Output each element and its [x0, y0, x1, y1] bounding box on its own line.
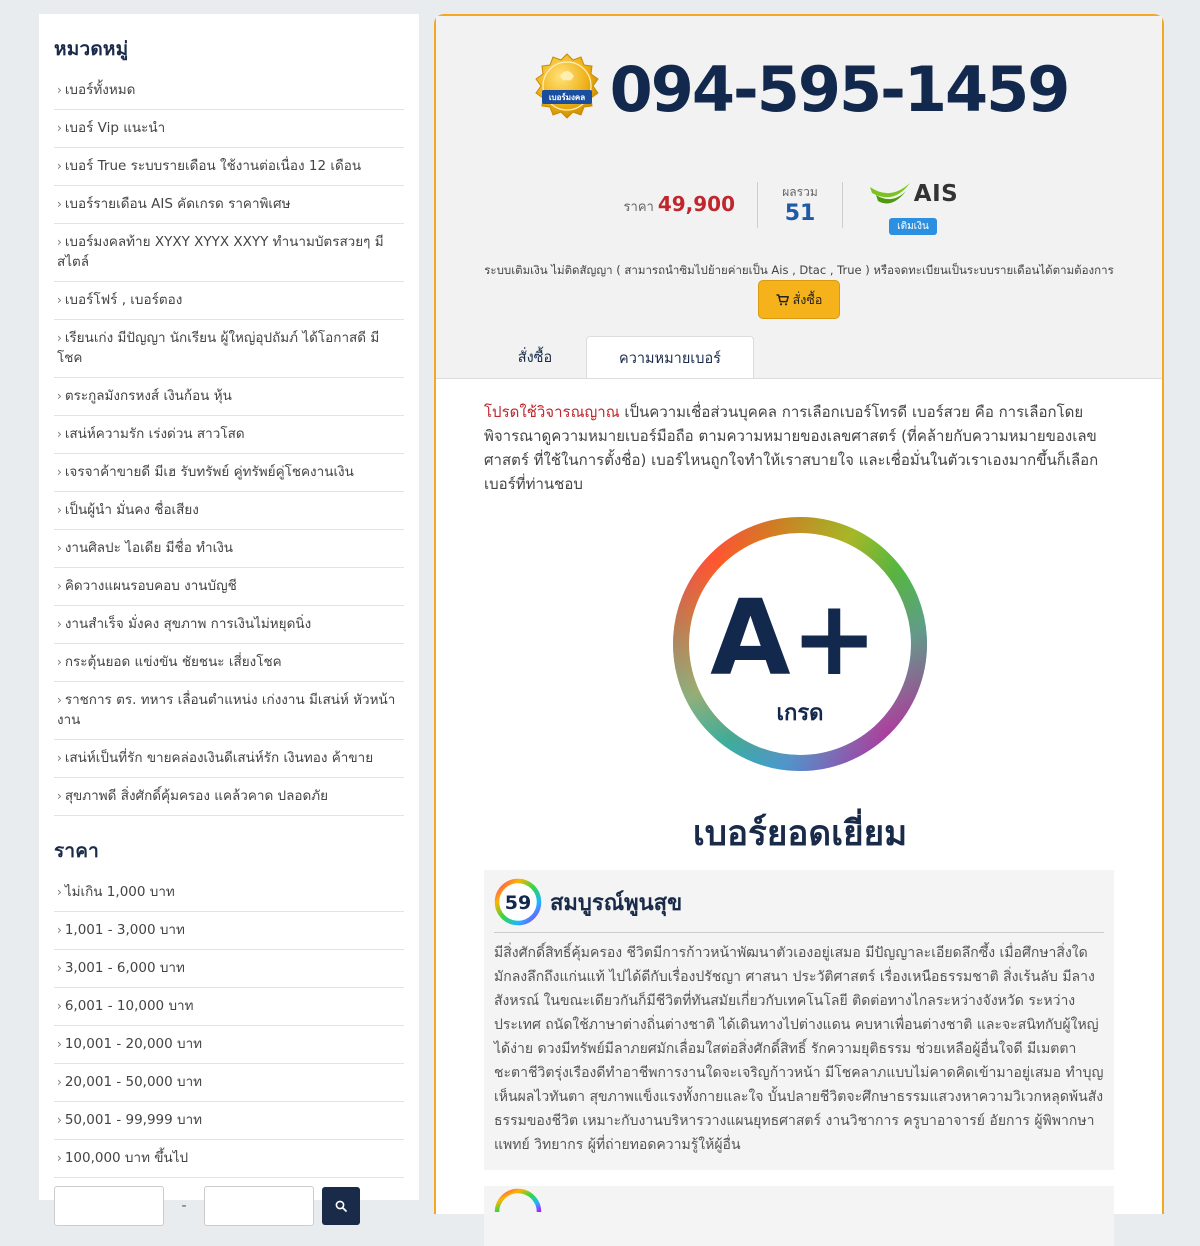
category-label: เบอร์ทั้งหมด [64, 82, 136, 98]
chevron-right-icon: › [57, 579, 62, 593]
category-label: สุขภาพดี สิ่งศักดิ์คุ้มครอง แคล้วคาด ปลอดภัย [64, 788, 329, 804]
grade-ring-icon [670, 514, 930, 774]
tab-number-meaning[interactable]: ความหมายเบอร์ [586, 336, 754, 379]
phone-number: 094-595-1459 [609, 52, 1069, 126]
grade-title: เบอร์ยอดเยี่ยม [692, 814, 908, 854]
tab-divider [436, 378, 1162, 379]
chevron-right-icon: › [57, 789, 62, 803]
tab-bar [484, 336, 1162, 378]
category-link[interactable] [54, 378, 404, 416]
price-label: ราคา [623, 200, 654, 215]
chevron-right-icon: › [57, 1113, 62, 1127]
price-link[interactable] [54, 1026, 404, 1064]
category-label: เป็นผู้นำ มั่นคง ชื่อเสียง [64, 502, 199, 518]
order-button-label: สั่งซื้อ [792, 291, 823, 307]
category-link[interactable] [54, 778, 404, 816]
sum-value: 51 [784, 201, 816, 226]
price-link[interactable] [54, 1140, 404, 1178]
category-label: เบอร์รายเดือน AIS คัดเกรด ราคาพิเศษ [64, 196, 291, 212]
price-label: 100,000 บาท ขึ้นไป [64, 1150, 189, 1166]
category-link[interactable] [54, 148, 404, 186]
chevron-right-icon: › [57, 235, 62, 249]
category-link[interactable] [54, 224, 404, 282]
sum-label: ผลรวม [782, 185, 818, 199]
grade-label: เกรด [776, 701, 824, 726]
price-link[interactable] [54, 874, 404, 912]
category-label: เสน่ห์ความรัก เร่งด่วน สาวโสด [64, 426, 245, 442]
chevron-right-icon: › [57, 617, 62, 631]
meaning-body: มีสิ่งศักดิ์สิทธิ์คุ้มครอง ชีวิตมีการก้าวหน้าพัฒนาตัวเองอยู่เสมอ มีปัญญาละเอียดลึกซึ้ง เมื่อศึกษาสิ่งใดมักลงลึกถึงแก่นแท้ ไปได้ดีกับเรื่องปรัชญา ศาสนา ประวัติศาสตร์ เรื่องเหนือธรรมชาติ สิ่งเร้นลับ มีลางสังหรณ์ ในขณะเดียวกันก็มีชีวิตที่ทันสมัยเกี่ยวกับเทคโนโลยี ติดต่อทางไกลระหว่างจังหวัด ระหว่างประเทศ ถนัดใช้ภาษาต่างถิ่นต่างชาติ ได้เดินทางไปต่างแดน คบหาเพื่อนต่างชาติ และจะสนิทกับผู้ใหญ่ได้ง่าย ดวงมีทรัพย์มีลาภยศมักเลื่อมใสต่อสิ่งศักดิ์สิทธิ์ รักความยุติธรรม ช่วยเหลือผู้อื่นใจดี มีเมตตา ชะตาชีวิตรุ่งเรืองดีทำอาชีพการงานใดจะเจริญก้าวหน้า มีโชคลาภแบบไม่คาดคิดเข้ามาอยู่เสมอ ทำบุญเห็นผลไวทันตา สุขภาพแข็งแรงทั้งกายและใจ บั้นปลายชีวิตจะศึกษาธรรมแสวงหาความวิเวกหลุดพ้นสังธรรมของชีวิต เหมาะกับงานบริหารวางแผนยุทธศาสตร์ งานวิชาการ ครูบาอาจารย์ อัยการ ผู้พิพากษา แพทย์ วิทยากร ผู้ที่ถ่ายทอดความรู้ให้ผู้อื่น [494, 945, 1104, 1153]
category-label: ตระกูลมังกรหงส์ เงินก้อน หุ้น [64, 388, 232, 404]
category-link[interactable] [54, 492, 404, 530]
category-link[interactable] [54, 282, 404, 320]
chevron-right-icon: › [57, 1075, 62, 1089]
price-link[interactable] [54, 988, 404, 1026]
category-label: เรียนเก่ง มีปัญญา นักเรียน ผู้ใหญ่อุปถัมภ์ ได้โอกาสดี มีโชค [57, 330, 380, 366]
price-label: 6,001 - 10,000 บาท [64, 998, 194, 1014]
operator-logo [868, 174, 958, 214]
number-pair-badge-icon [494, 878, 542, 926]
price-label: 20,001 - 50,000 บาท [64, 1074, 203, 1090]
category-list [54, 72, 404, 816]
chevron-right-icon: › [57, 427, 62, 441]
chevron-right-icon: › [57, 999, 62, 1013]
cart-icon [776, 294, 789, 306]
chevron-right-icon: › [57, 331, 62, 345]
chevron-right-icon: › [57, 389, 62, 403]
number-pair-badge-icon [494, 1196, 542, 1212]
category-link[interactable] [54, 416, 404, 454]
chevron-right-icon: › [57, 961, 62, 975]
category-label: คิดวางแผนรอบคอบ งานบัญชี [64, 578, 237, 594]
pair-number: 59 [504, 892, 532, 914]
tab-order[interactable]: สั่งซื้อ [517, 349, 553, 366]
disclaimer-text [484, 400, 1116, 496]
category-link[interactable] [54, 110, 404, 148]
price-link[interactable] [54, 1064, 404, 1102]
chevron-right-icon: › [57, 121, 62, 135]
meaning-title: สมบูรณ์พูนสุข [550, 890, 683, 916]
phone-heading [436, 52, 1162, 126]
chevron-right-icon: › [57, 293, 62, 307]
chevron-right-icon: › [57, 159, 62, 173]
sidebar [39, 14, 419, 1214]
price-range-filter [54, 1186, 404, 1226]
plan-description: ระบบเติมเงิน ไม่ติดสัญญา ( สามารถนำซิมไปย้ายค่ายเป็น Ais , Dtac , True ) หรือจดทะเบียนเป็นระบบรายเดือนได้ตามต้องการ [484, 263, 1114, 277]
category-link[interactable] [54, 530, 404, 568]
category-label: เจรจาค้าขายดี มีเฮ รับทรัพย์ คู่ทรัพย์คู่โชคงานเงิน [64, 464, 354, 480]
price-label: 3,001 - 6,000 บาท [64, 960, 185, 976]
chevron-right-icon: › [57, 1151, 62, 1165]
order-button[interactable] [758, 280, 840, 319]
price-link[interactable] [54, 912, 404, 950]
number-info [436, 174, 1162, 235]
category-link[interactable] [54, 454, 404, 492]
price-box [615, 192, 757, 217]
price-list [54, 874, 404, 1178]
category-label: เบอร์ True ระบบรายเดือน ใช้งานต่อเนื่อง 12 เดือน [64, 158, 362, 174]
prepaid-badge: เติมเงิน [889, 218, 937, 235]
price-label: ไม่เกิน 1,000 บาท [64, 884, 175, 900]
category-label: กระตุ้นยอด แข่งขัน ชัยชนะ เสี่ยงโชค [64, 654, 282, 670]
category-label: เบอร์ Vip แนะนำ [64, 120, 166, 136]
medal-label: เบอร์มงคล [548, 93, 585, 102]
category-link[interactable] [54, 568, 404, 606]
range-separator: - [181, 1198, 187, 1214]
category-label: เบอร์โฟร์ , เบอร์ตอง [64, 292, 183, 308]
price-label: 1,001 - 3,000 บาท [64, 922, 185, 938]
category-link[interactable] [54, 682, 404, 740]
category-label: งานศิลปะ ไอเดีย มีชื่อ ทำเงิน [64, 540, 234, 556]
category-link[interactable] [54, 320, 404, 378]
price-value: 49,900 [657, 192, 735, 216]
search-button[interactable] [322, 1187, 360, 1225]
chevron-right-icon: › [57, 465, 62, 479]
chevron-right-icon: › [57, 655, 62, 669]
price-link[interactable] [54, 950, 404, 988]
operator-name: AIS [913, 181, 959, 207]
number-summary [436, 16, 1162, 378]
disclaimer-body: เป็นความเชื่อส่วนบุคคล การเลือกเบอร์โทรดี เบอร์สวย คือ การเลือกโดยพิจารณาดูความหมายเบอร์มือถือ ตามความหมายของเลขศาสตร์ (ที่คล้ายกับความหมายของเลขศาสตร์ ที่ใช้ในการตั้งชื่อ) เบอร์ไหนถูกใจทำให้เราสบายใจ และเชื่อมั่นในตัวเราเองมากขึ้นก็เลือกเบอร์ที่ท่านชอบ [484, 403, 1099, 493]
chevron-right-icon: › [57, 751, 62, 765]
meaning-card [484, 870, 1114, 1170]
category-label: งานสำเร็จ มั่งคง สุขภาพ การเงินไม่หยุดนิ่ง [64, 616, 312, 632]
sum-box [758, 183, 842, 226]
meaning-card [484, 1186, 1114, 1246]
chevron-right-icon: › [57, 83, 62, 97]
chevron-right-icon: › [57, 503, 62, 517]
chevron-right-icon: › [57, 693, 62, 707]
price-label: 10,001 - 20,000 บาท [64, 1036, 203, 1052]
categories-title: หมวดหมู่ [54, 38, 129, 60]
category-link[interactable] [54, 606, 404, 644]
lucky-number-medal-icon [530, 52, 604, 126]
chevron-right-icon: › [57, 885, 62, 899]
category-label: เสน่ห์เป็นที่รัก ขายคล่องเงินดีเสน่ห์รัก เงินทอง ค้าขาย [64, 750, 374, 766]
chevron-right-icon: › [57, 541, 62, 555]
grade-value: A+ [710, 577, 878, 699]
price-label: 50,001 - 99,999 บาท [64, 1112, 203, 1128]
category-link[interactable] [54, 186, 404, 224]
category-link[interactable] [54, 740, 404, 778]
meaning-card-header [494, 878, 1104, 933]
meaning-content [484, 400, 1116, 1153]
chevron-right-icon: › [57, 1037, 62, 1051]
category-label: เบอร์มงคลท้าย XYXY XYYX XXYY ทำนามบัตรสวยๆ มีสไตล์ [57, 234, 384, 270]
max-price-input[interactable] [204, 1186, 314, 1226]
price-link[interactable] [54, 1102, 404, 1140]
ais-swoosh-icon [868, 179, 912, 209]
price-title: ราคา [54, 840, 100, 862]
chevron-right-icon: › [57, 197, 62, 211]
disclaimer-highlight: โปรดใช้วิจารณญาณ [484, 403, 620, 421]
category-label: ราชการ ตร. ทหาร เลื่อนตำแหน่ง เก่งงาน มีเสน่ห์ หัวหน้างาน [57, 692, 396, 728]
category-link[interactable] [54, 72, 404, 110]
chevron-right-icon: › [57, 923, 62, 937]
operator-box [843, 174, 983, 235]
category-link[interactable] [54, 644, 404, 682]
search-icon [335, 1200, 347, 1212]
number-detail-panel [434, 14, 1164, 1214]
min-price-input[interactable] [54, 1186, 164, 1226]
